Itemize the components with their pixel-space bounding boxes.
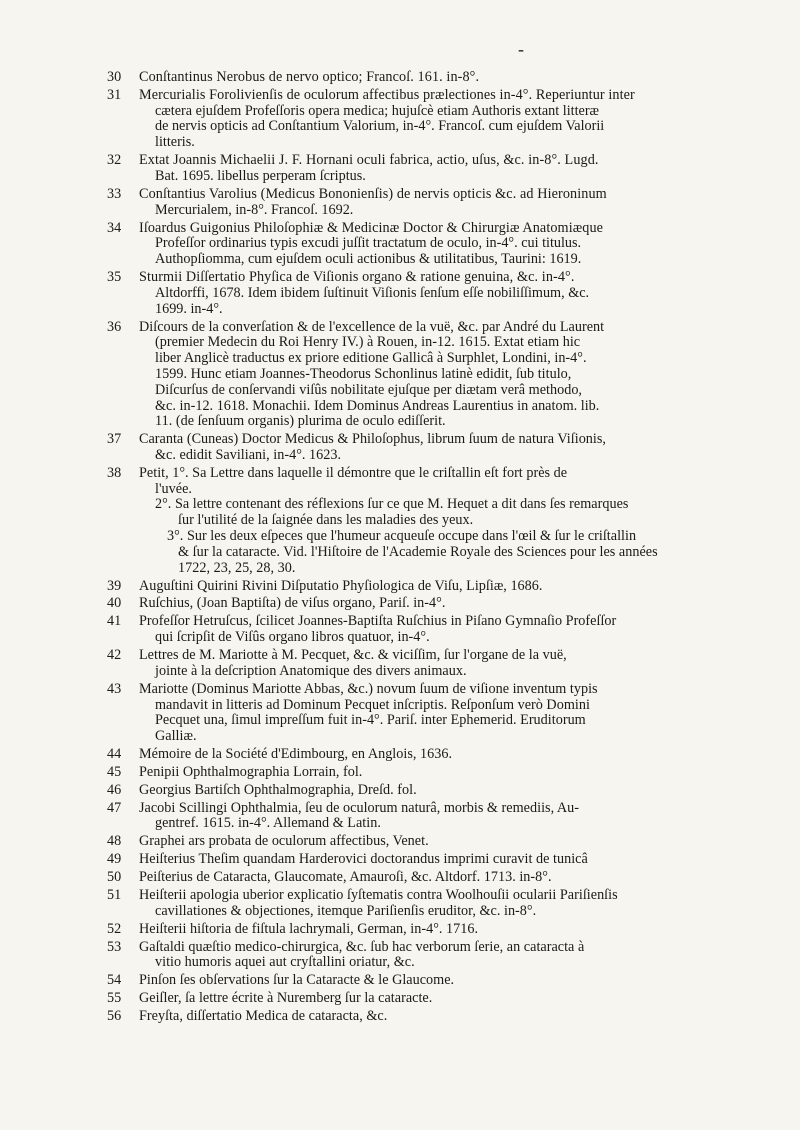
entry-first-line: Pinſon ſes obſervations ſur la Cataracte & le Glaucome.: [139, 972, 455, 989]
subentry-label: 2°.: [155, 496, 175, 513]
entry-number: 30: [107, 69, 122, 85]
entry-number: 35: [107, 269, 122, 286]
subentry-continuation-line: & ſur la cataracte. Vid. l'Hiſtoire de l'Academie Royale des Sciences pour les années: [178, 543, 658, 560]
bibliography-entry: [107, 852, 750, 868]
entry-continuation-line: cavillationes & objectiones, itemque Pariſienſis eruditor, &c. in-8°.: [155, 902, 537, 919]
entry-number: 47: [107, 799, 122, 816]
bibliography-entry: [107, 648, 750, 680]
bibliography-entry: [107, 922, 750, 938]
entry-number: 41: [107, 613, 122, 630]
entry-first-line: Mariotte (Dominus Mariotte Abbas, &c.) novum ſuum de viſione inventum typis: [139, 680, 598, 697]
entry-first-line: Profeſſor Hetruſcus, ſcilicet Joannes-Baptiſta Ruſchius in Piſano Gymnaſio Profeſſor: [139, 613, 617, 630]
entry-continuation-line: Profeſſor ordinarius typis excudi juſſit tractatum de oculo, in-4°. cui titulus.: [155, 235, 582, 252]
bibliography-entry: [107, 991, 750, 1007]
entry-number: 54: [107, 972, 122, 989]
entry-number: 39: [107, 577, 122, 594]
entry-number: 40: [107, 595, 122, 612]
bibliography-entry: [107, 801, 750, 833]
entry-continuation-line: mandavit in litteris ad Dominum Pecquet inſcriptis. Reſponſum verò Domini: [155, 696, 590, 713]
subentry-label: 3°.: [167, 528, 187, 545]
entry-number: 33: [107, 185, 122, 202]
entry-continuation-line: vitio humoris aquei aut cryſtallini oriatur, &c.: [155, 954, 415, 971]
entry-first-line: Heiſterius Theſim quandam Harderovici doctorandus imprimi curavit de tunicâ: [139, 851, 588, 868]
entry-first-line: Peiſterius de Cataracta, Glaucomate, Amauroſi, &c. Altdorf. 1713. in-8°.: [139, 869, 552, 886]
subentry-line: [107, 529, 750, 545]
entry-first-line: Graphei ars probata de oculorum affectibus, Venet.: [139, 833, 429, 850]
entry-continuation-line: Bat. 1695. libellus perperam ſcriptus.: [155, 167, 366, 184]
subentry-continuation-line: 1722, 23, 25, 28, 30.: [178, 559, 296, 576]
entry-first-line: Jacobi Scillingi Ophthalmia, ſeu de oculorum naturâ, morbis & remediis, Au-: [139, 799, 580, 816]
bibliography-entry: [107, 973, 750, 989]
entry-number: 50: [107, 869, 122, 886]
entry-continuation-line: de nervis opticis ad Conſtantium Valorium, in-4°. Francoſ. cum ejuſdem Valorii: [155, 118, 605, 135]
entry-number: 46: [107, 781, 122, 798]
entry-first-line: Georgius Bartiſch Ophthalmographia, Dreſd. fol.: [139, 781, 417, 798]
entry-number: 44: [107, 745, 122, 762]
entry-first-line: Mercurialis Forolivienſis de oculorum affectibus prælectiones in-4°. Reperiuntur inter: [139, 86, 635, 103]
bibliography-entry: [107, 70, 750, 86]
entry-number: 38: [107, 464, 122, 481]
entry-continuation-line: Authopſiomma, cum ejuſdem oculi actionibus & utilitatibus, Taurini: 1619.: [155, 251, 582, 268]
entry-first-line: Geiſler, ſa lettre écrite à Nuremberg ſur la cataracte.: [139, 990, 433, 1007]
bibliography-entry: [107, 187, 750, 219]
entry-continuation-line: Diſcurſus de conſervandi viſûs nobilitate ejuſque per diætam verâ methodo,: [155, 381, 582, 398]
bibliography-entry: [107, 870, 750, 886]
entry-continuation-line: Galliæ.: [155, 728, 197, 745]
entry-continuation-line: liber Anglicè traductus ex priore editione Gallicâ à Surphlet, Londini, in-4°.: [155, 350, 587, 367]
entry-number: 51: [107, 887, 122, 904]
subentry-text: Sa lettre contenant des réflexions ſur ce que M. Hequet a dit dans ſes remarques: [174, 496, 629, 513]
bibliography-entry: [107, 834, 750, 850]
bibliography-entry: [107, 466, 750, 577]
entry-first-line: Freyſta, diſſertatio Medica de cataracta, &c.: [139, 1008, 388, 1025]
entry-number: 42: [107, 647, 122, 664]
entry-continuation-line: 1699. in-4°.: [155, 300, 223, 317]
entry-continuation-line: gentref. 1615. in-4°. Allemand & Latin.: [155, 815, 381, 832]
bibliography-entry: [107, 614, 750, 646]
entry-continuation-line: Altdorffi, 1678. Idem ibidem ſuſtinuit Viſionis ſenſum eſſe nobiliſſimum, &c.: [155, 284, 590, 301]
top-mark: -: [518, 39, 524, 59]
entry-first-line: Iſoardus Guigonius Philoſophiæ & Medicinæ Doctor & Chirurgiæ Anatomiæque: [139, 219, 604, 236]
entry-first-line: Penipii Ophthalmographia Lorrain, fol.: [139, 763, 363, 780]
bibliography-entry: [107, 270, 750, 317]
entry-number: 53: [107, 938, 122, 955]
bibliography-entry: [107, 1009, 750, 1025]
entry-number: 55: [107, 990, 122, 1007]
entry-continuation-line: cætera ejuſdem Profeſſoris opera medica; hujuſcè etiam Authoris extant litteræ: [155, 102, 600, 119]
entry-continuation-line: &c. edidit Saviliani, in-4°. 1623.: [155, 446, 342, 463]
entry-continuation-line: jointe à la deſcription Anatomique des divers animaux.: [155, 662, 467, 679]
bibliography-list: [107, 70, 750, 1027]
entry-number: 45: [107, 763, 122, 780]
entry-first-line: Extat Joannis Michaelii J. F. Hornani oculi fabrica, actio, uſus, &c. in-8°. Lugd.: [139, 152, 599, 169]
subentry-text: Sur les deux eſpeces que l'humeur acqueuſe occupe dans l'œil & ſur le criſtallin: [186, 528, 637, 545]
subentry-line: [107, 497, 750, 513]
entry-first-line: Conſtantinus Nerobus de nervo optico; Francoſ. 161. in-8°.: [139, 69, 480, 85]
entry-number: 32: [107, 152, 122, 169]
entry-number: 49: [107, 851, 122, 868]
entry-first-line: Conſtantius Varolius (Medicus Bononienſis) de nervis opticis &c. ad Hieroninum: [139, 185, 607, 202]
subentry-continuation-line: ſur l'utilité de la ſaignée dans les maladies des yeux.: [178, 512, 474, 529]
entry-first-line: Petit, 1°. Sa Lettre dans laquelle il démontre que le criſtallin eſt fort près de: [139, 464, 568, 481]
entry-first-line: Gaſtaldi quæſtio medico-chirurgica, &c. ſub hac verborum ſerie, an cataracta à: [139, 938, 585, 955]
bibliography-entry: [107, 747, 750, 763]
entry-first-line: Lettres de M. Mariotte à M. Pecquet, &c. & viciſſim, ſur l'organe de la vuë,: [139, 647, 567, 664]
bibliography-entry: [107, 320, 750, 431]
entry-number: 43: [107, 680, 122, 697]
bibliography-entry: [107, 579, 750, 595]
entry-number: 36: [107, 318, 122, 335]
bibliography-entry: [107, 596, 750, 612]
entry-continuation-line: Mercurialem, in-8°. Francoſ. 1692.: [155, 201, 354, 218]
entry-continuation-line: Pecquet una, ſimul impreſſum fuit in-4°. Pariſ. inter Ephemerid. Eruditorum: [155, 712, 586, 729]
entry-number: 34: [107, 219, 122, 236]
bibliography-entry: [107, 765, 750, 781]
bibliography-entry: [107, 221, 750, 268]
bibliography-entry: [107, 940, 750, 972]
entry-first-line: Mémoire de la Société d'Edimbourg, en Anglois, 1636.: [139, 745, 453, 762]
entry-first-line: Sturmii Diſſertatio Phyſica de Viſionis organo & ratione genuina, &c. in-4°.: [139, 269, 575, 286]
entry-number: 56: [107, 1008, 122, 1025]
entry-first-line: Auguſtini Quirini Rivini Diſputatio Phyſiologica de Viſu, Lipſiæ, 1686.: [139, 577, 543, 594]
bibliography-entry: [107, 783, 750, 799]
bibliography-entry: [107, 682, 750, 745]
entry-first-line: Heiſterii hiſtoria de fiſtula lachrymali, German, in-4°. 1716.: [139, 920, 479, 937]
entry-continuation-line: litteris.: [155, 134, 195, 151]
entry-continuation-line: &c. in-12. 1618. Monachii. Idem Dominus Andreas Laurentius in anatom. lib.: [155, 397, 600, 414]
entry-continuation-line: 11. (de ſenſuum organis) plurima de oculo ediſſerit.: [155, 413, 446, 430]
bibliography-entry: [107, 432, 750, 464]
entry-number: 31: [107, 86, 122, 103]
entry-continuation-line: 1599. Hunc etiam Joannes-Theodorus Schonlinus latinè edidit, ſub titulo,: [155, 365, 572, 382]
entry-continuation-line: (premier Medecin du Roi Henry IV.) à Rouen, in-12. 1615. Extat etiam hic: [155, 334, 581, 351]
entry-first-line: Heiſterii apologia uberior explicatio ſyſtematis contra Woolhouſii ocularii Pariſienſis: [139, 887, 618, 904]
entry-first-line: Caranta (Cuneas) Doctor Medicus & Philoſophus, librum ſuum de natura Viſionis,: [139, 431, 606, 448]
bibliography-entry: [107, 153, 750, 185]
entry-number: 37: [107, 431, 122, 448]
entry-first-line: Ruſchius, (Joan Baptiſta) de viſus organo, Pariſ. in-4°.: [139, 595, 446, 612]
entry-continuation-line: qui ſcripſit de Viſûs organo libros quatuor, in-4°.: [155, 629, 430, 646]
entry-number: 48: [107, 833, 122, 850]
bibliography-entry: [107, 888, 750, 920]
entry-number: 52: [107, 920, 122, 937]
bibliography-entry: [107, 88, 750, 151]
entry-first-line: Diſcours de la converſation & de l'excellence de la vuë, &c. par André du Laurent: [139, 318, 605, 335]
entry-continuation-line: l'uvée.: [155, 480, 192, 497]
